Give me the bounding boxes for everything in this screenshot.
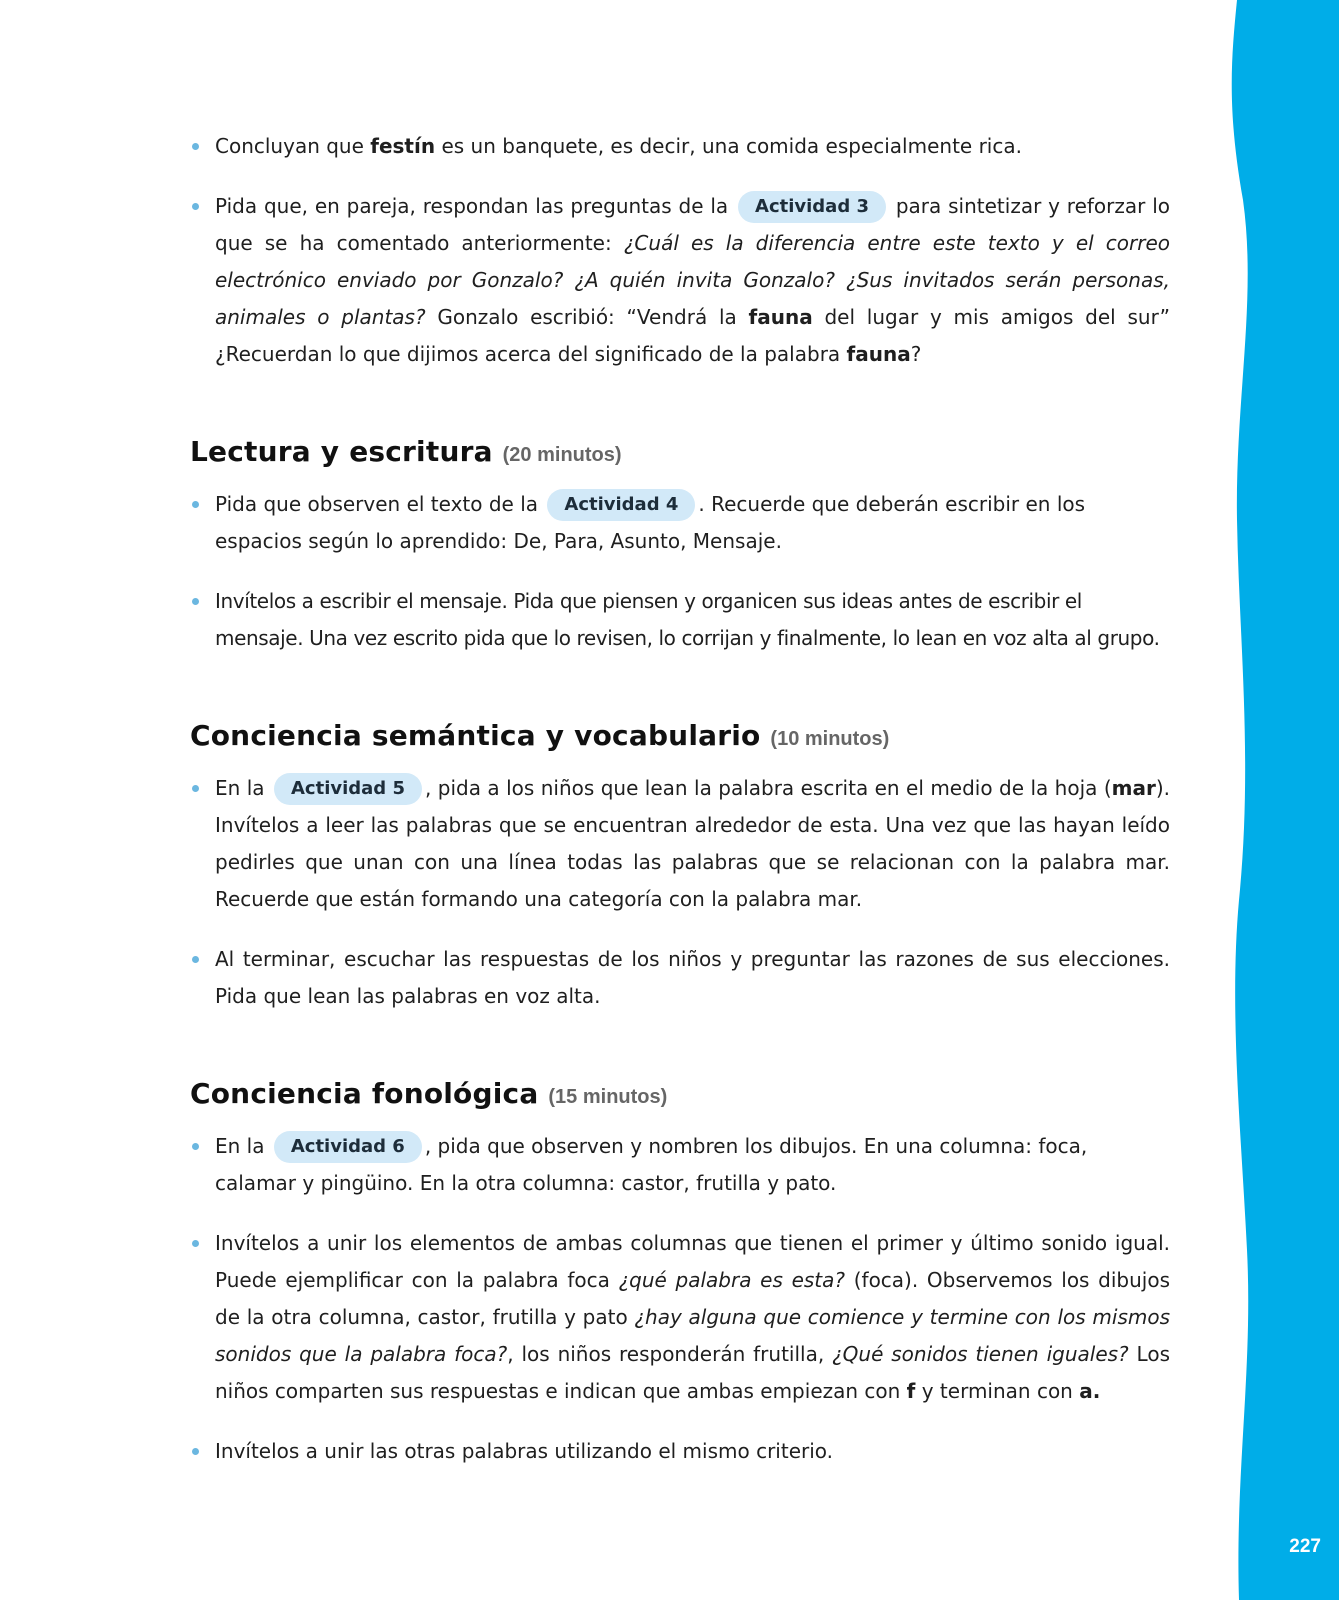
bold-term: festín (370, 134, 436, 158)
side-color-band (1229, 0, 1339, 1600)
section-duration: (15 minutos) (548, 1086, 668, 1108)
section-duration: (20 minutos) (502, 444, 622, 466)
list-item: Pida que observen el texto de la Actividad 4 . Recuerde que deberán escribir en los espacios según lo aprendido: De, Para, Asunto, Mensaje. (190, 486, 1170, 560)
activity-badge: Actividad 5 (274, 773, 422, 805)
activity-badge: Actividad 4 (547, 489, 695, 521)
page-content (190, 128, 1170, 1493)
section-title-semantica: Conciencia semántica y vocabulario (10 minutos) (190, 719, 890, 752)
activity-badge: Actividad 3 (738, 191, 886, 223)
list-item: Invítelos a unir los elementos de ambas columnas que tienen el primer y último sonido igual. Puede ejemplificar con la palabra foca ¿qué palabra es esta? (foca). Observemos los dibujos de la otra columna, castor, frutilla y pato ¿hay alguna que comience y termine con los mismos sonidos que la palabra foca?, los niños responderán frutilla, ¿Qué sonidos tienen iguales? Los niños comparten sus respuestas e indican que ambas empiezan con f y terminan con a. (190, 1225, 1170, 1410)
activity-badge: Actividad 6 (274, 1131, 422, 1163)
list-item: En la Actividad 6 , pida que observen y nombren los dibujos. En una columna: foca, calamar y pingüino. En la otra columna: castor, frutilla y pato. (190, 1128, 1170, 1202)
list-item: Pida que, en pareja, respondan las preguntas de la Actividad 3 para sintetizar y reforzar lo que se ha comentado anteriormente: ¿Cuál es la diferencia entre este texto y el correo electrónico enviado por Gonzalo? ¿A quién invita Gonzalo? ¿Sus invitados serán personas, animales o plantas? Gonzalo escribió: “Vendrá la fauna del lugar y mis amigos del sur” ¿Recuerdan lo que dijimos acerca del significado de la palabra fauna? (190, 188, 1170, 373)
section-title-lectura: Lectura y escritura (20 minutos) (190, 435, 622, 468)
section-duration: (10 minutos) (770, 728, 890, 750)
list-item: En la Actividad 5 , pida a los niños que lean la palabra escrita en el medio de la hoja (mar). Invítelos a leer las palabras que se encuentran alrededor de esta. Una vez que las hayan leído pedirles que unan con una línea todas las palabras que se relacionan con la palabra mar. Recuerde que están formando una categoría con la palabra mar. (190, 770, 1170, 918)
list-item: Invítelos a unir las otras palabras utilizando el mismo criterio. (190, 1433, 1170, 1470)
page-number: 227 (1289, 1536, 1321, 1557)
list-item: Concluyan que festín es un banquete, es decir, una comida especialmente rica. (190, 128, 1170, 165)
list-item: Al terminar, escuchar las respuestas de los niños y preguntar las razones de sus elecciones. Pida que lean las palabras en voz alta. (190, 941, 1170, 1015)
section-title-fonologica: Conciencia fonológica (15 minutos) (190, 1077, 668, 1110)
list-item: Invítelos a escribir el mensaje. Pida que piensen y organicen sus ideas antes de escribir el mensaje. Una vez escrito pida que lo revisen, lo corrijan y finalmente, lo lean en voz alta al grupo. (190, 583, 1170, 657)
